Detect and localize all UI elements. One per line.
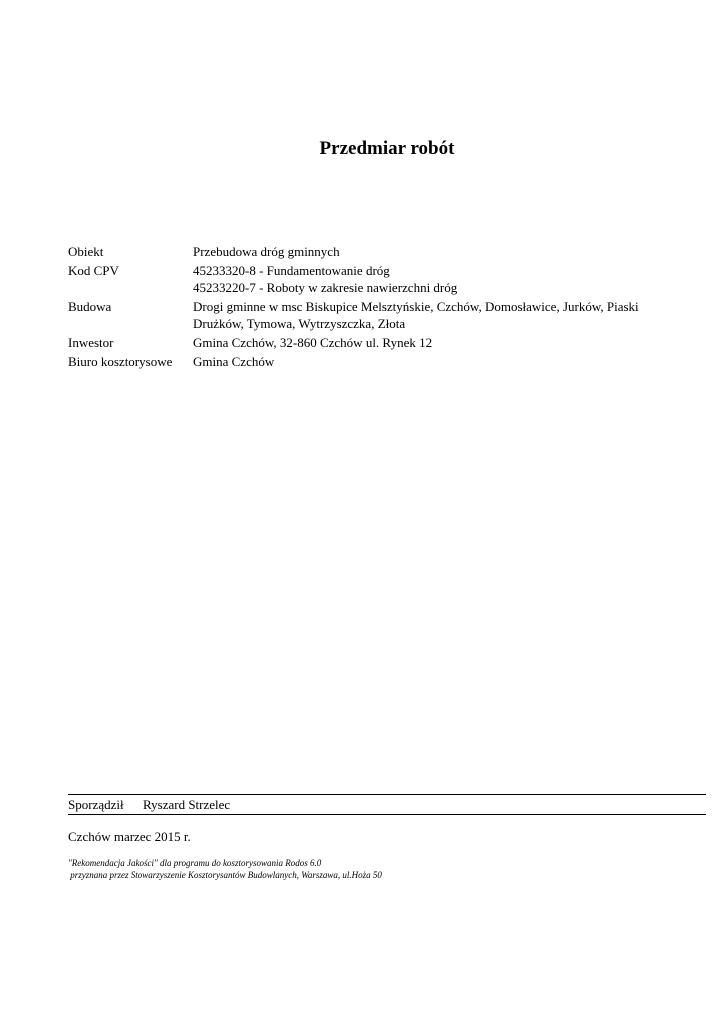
footnote-line: "Rekomendacja Jakości" dla programu do kosztorysowania Rodos 6.0 — [68, 858, 322, 868]
info-row-biuro — [68, 353, 713, 370]
author-line — [68, 797, 230, 812]
info-value: Gmina Czchów, 32-860 Czchów ul. Rynek 12 — [193, 335, 433, 350]
author-label: Sporządził — [68, 797, 124, 812]
info-row-obiekt — [68, 243, 713, 260]
info-label: Inwestor — [68, 335, 114, 350]
info-value: Drogi gminne w msc Biskupice Melsztyńskie, Czchów, Domosławice, Jurków, Piaski — [193, 299, 639, 314]
info-value: Drużków, Tymowa, Wytrzyszczka, Złota — [193, 316, 406, 331]
info-table — [68, 243, 713, 372]
info-label: Kod CPV — [68, 263, 119, 278]
info-value: 45233220-7 - Roboty w zakresie nawierzchni dróg — [193, 280, 458, 295]
footnote-line: przyznana przez Stowarzyszenie Kosztorysantów Budowlanych, Warszawa, ul.Hoża 50 — [68, 870, 382, 880]
page-title: Przedmiar robót — [319, 138, 455, 159]
info-label: Obiekt — [68, 244, 104, 259]
info-label: Biuro kosztorysowe — [68, 354, 173, 369]
footnote — [68, 857, 382, 881]
place-date: Czchów marzec 2015 r. — [68, 829, 191, 844]
divider-top — [68, 794, 706, 795]
info-row-budowa — [68, 298, 713, 332]
info-value: Gmina Czchów — [193, 354, 275, 369]
info-value: 45233320-8 - Fundamentowanie dróg — [193, 263, 390, 278]
info-label: Budowa — [68, 299, 112, 314]
author-name: Ryszard Strzelec — [143, 797, 231, 812]
divider-bottom — [68, 814, 706, 815]
info-value: Przebudowa dróg gminnych — [193, 244, 340, 259]
info-row-inwestor — [68, 334, 713, 351]
info-row-kod-cpv — [68, 262, 713, 296]
